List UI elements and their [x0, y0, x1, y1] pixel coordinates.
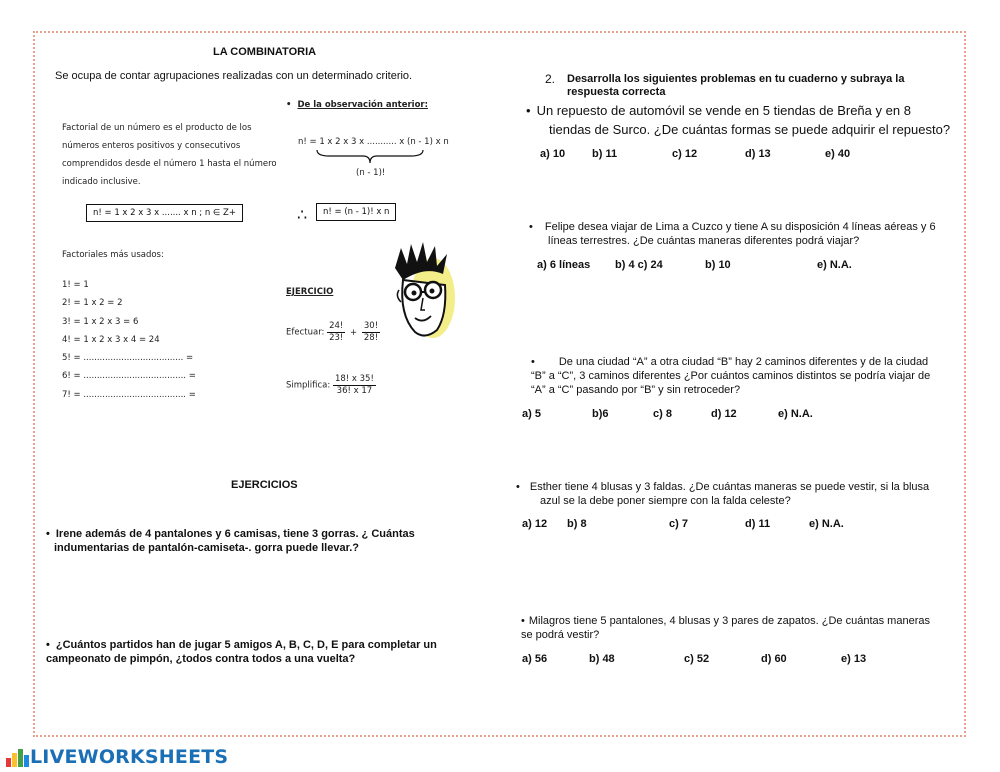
simplify-row: Simplifica: $\frac{18! x 35!}{36! x 17}$	[286, 374, 374, 396]
q2-option-a[interactable]: a) 6 líneas	[537, 259, 591, 271]
q4-option-a[interactable]: a) 12	[522, 518, 548, 530]
logo-icon	[6, 747, 30, 767]
exercises-title: EJERCICIOS	[231, 479, 298, 491]
title: LA COMBINATORIA	[213, 46, 317, 58]
q2-option-bc[interactable]: b) 4 c) 24	[615, 259, 663, 271]
q3-option-a[interactable]: a) 5	[522, 408, 541, 420]
therefore-formula-box: n! = (n - 1)! x n	[316, 203, 396, 221]
question-5: • Milagros tiene 5 pantalones, 4 blusas y 3 pares de zapatos. ¿De cuántas maneras se podrá vestir?	[521, 615, 930, 641]
q1-option-a[interactable]: a) 10	[540, 148, 566, 160]
section-heading: Desarrolla los siguientes problemas en tu cuaderno y subraya la respuesta correcta	[567, 73, 905, 98]
intro-text: Se ocupa de contar agrupaciones realizadas con un determinado criterio.	[55, 70, 413, 82]
q1-option-c[interactable]: c) 12	[672, 148, 698, 160]
problem-irene: • Irene además de 4 pantalones y 6 camisas, tiene 3 gorras. ¿ Cuántas indumentarias de pantalón-camiseta-. gorra puede llevar.?	[46, 527, 415, 555]
fraction-30-28: $\frac{30!}{28!}$	[363, 321, 379, 343]
q1-option-d[interactable]: d) 13	[745, 148, 771, 160]
brace-label: (n - 1)!	[356, 168, 386, 178]
q5-option-b[interactable]: b) 48	[589, 653, 615, 665]
curly-brace	[315, 148, 425, 166]
logo-text: LIVEWORKSHEETS	[30, 746, 229, 768]
definition-text: Factorial de un número es el producto de los números enteros positivos y consecutivos comprendidos desde el número 1 hasta el número indicado inclusive.	[62, 123, 277, 187]
q4-option-c[interactable]: c) 7	[669, 518, 688, 530]
problem-pimpon: • ¿Cuántos partidos han de jugar 5 amigos A, B, C, D, E para completar un campeonato de pimpón, ¿todos contra todos a una vuelta?	[46, 638, 437, 666]
therefore-symbol: ∴	[297, 207, 308, 224]
fraction-simplify: $\frac{18! x 35!}{36! x 17}$	[334, 374, 374, 396]
liveworksheets-logo[interactable]	[6, 745, 228, 769]
q5-option-c[interactable]: c) 52	[684, 653, 710, 665]
q3-option-d[interactable]: d) 12	[711, 408, 737, 420]
q5-option-a[interactable]: a) 56	[522, 653, 548, 665]
q1-option-e[interactable]: e) 40	[825, 148, 851, 160]
definition-formula-box: n! = 1 x 2 x 3 x ....... x n ; n ∈ Z+	[86, 204, 243, 222]
q3-option-b[interactable]: b)6	[592, 408, 609, 420]
q5-option-e[interactable]: e) 13	[841, 653, 867, 665]
exercise-title: EJERCICIO	[286, 287, 334, 297]
q3-option-e[interactable]: e) N.A.	[778, 408, 813, 420]
heading-number: 2.	[545, 72, 556, 86]
observation-formula: n! = 1 x 2 x 3 x ........... x (n - 1) x n	[298, 137, 449, 147]
q4-option-d[interactable]: d) 11	[745, 518, 771, 530]
factorials-title: Factoriales más usados:	[62, 250, 164, 260]
q3-option-c[interactable]: c) 8	[653, 408, 672, 420]
q4-option-e[interactable]: e) N.A.	[809, 518, 844, 530]
fraction-24-23: $\frac{24!}{23!}$	[329, 321, 344, 343]
question-4: • Esther tiene 4 blusas y 3 faldas. ¿De cuántas maneras se puede vestir, si la blusa azul se la debe poner siempre con la falda celeste?	[516, 481, 930, 507]
q2-option-b10[interactable]: b) 10	[705, 259, 731, 271]
observation-label: • De la observación anterior:	[286, 100, 428, 110]
cartoon-face-icon	[385, 240, 460, 345]
q4-option-b[interactable]: b) 8	[567, 518, 587, 530]
factorials-list: 1! = 1 2! = 1 x 2 = 2 3! = 1 x 2 x 3 = 6 4! = 1 x 2 x 3 x 4 = 24 5! = ..................................... = 6! = ...................................... = 7! = ...................................... =	[62, 280, 196, 400]
question-1: • Un repuesto de automóvil se vende en 5 tiendas de Breña y en 8 tiendas de Surco. ¿De cuántas formas se puede adquirir el repuesto?	[526, 101, 950, 139]
q1-option-b[interactable]: b) 11	[592, 148, 618, 160]
q2-option-e[interactable]: e) N.A.	[817, 259, 852, 271]
effectuate-row: Efectuar: $\frac{24!}{23!}$ + $\frac{30!}{28!}$	[286, 321, 379, 343]
q5-option-d[interactable]: d) 60	[761, 653, 787, 665]
question-3: • De una ciudad “A” a otra ciudad “B” hay 2 caminos diferentes y de la ciudad “B” a “C”, 3 caminos diferentes ¿Por cuántos caminos distintos se podría viajar de “A” a “C” pasando por “B” y sin retroceder?	[531, 356, 931, 396]
question-2: • Felipe desea viajar de Lima a Cuzco y tiene A su disposición 4 líneas aéreas y 6 líneas terrestres. ¿De cuántas maneras diferentes podrá viajar?	[529, 221, 936, 247]
